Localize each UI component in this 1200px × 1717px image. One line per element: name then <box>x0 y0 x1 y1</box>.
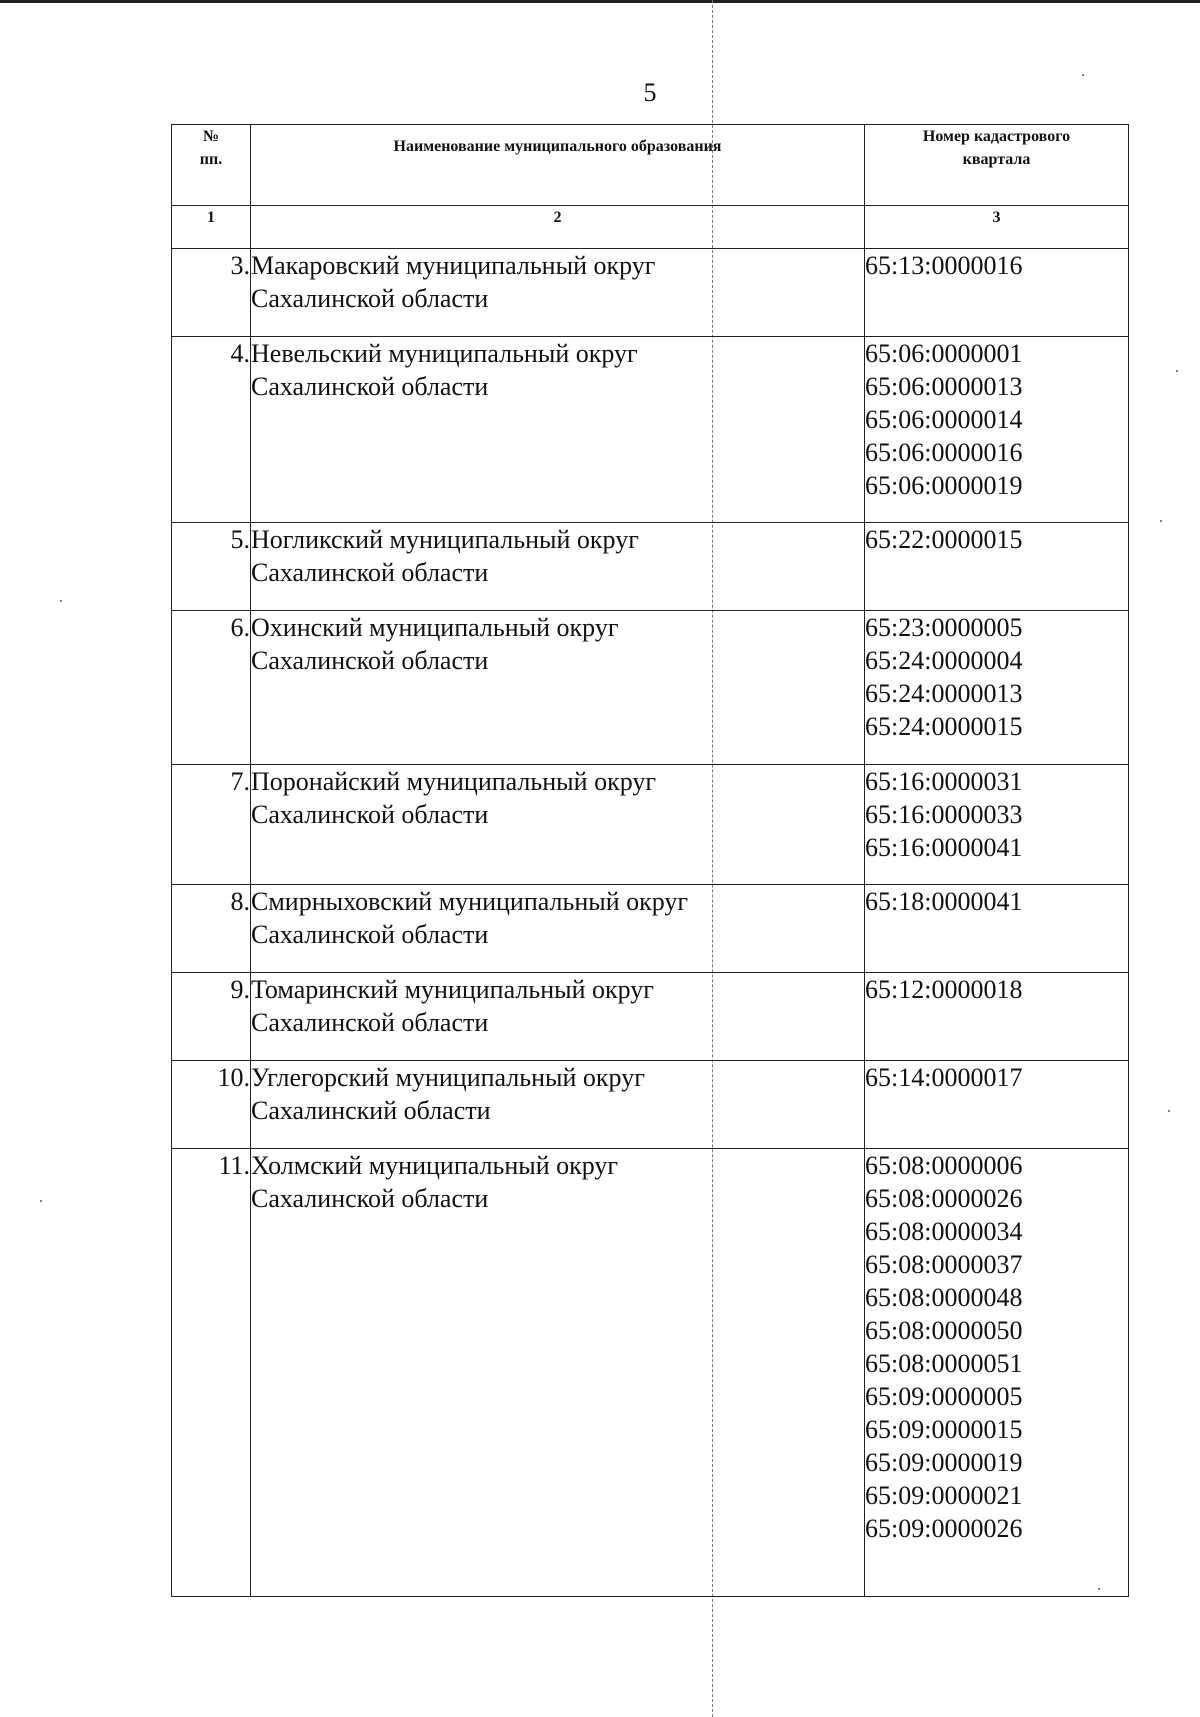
cadastral-code: 65:09:0000005 <box>865 1382 1023 1411</box>
row-number: 9. <box>172 973 251 1061</box>
cadastral-codes <box>865 1061 1129 1149</box>
cadastral-code: 65:08:0000051 <box>865 1349 1023 1378</box>
row-number: 10. <box>172 1061 251 1149</box>
cadastral-code: 65:08:0000037 <box>865 1250 1023 1279</box>
row-number: 7. <box>172 765 251 885</box>
speck <box>1082 74 1084 76</box>
cadastral-codes <box>865 765 1129 885</box>
municipality-name-line: Томаринский муниципальный округ <box>251 975 654 1004</box>
municipality-name-line: Ногликский муниципальный округ <box>251 525 639 554</box>
table-header <box>172 125 1129 249</box>
cadastral-codes <box>865 1149 1129 1597</box>
cadastral-code: 65:14:0000017 <box>865 1063 1023 1092</box>
cadastral-code: 65:13:0000016 <box>865 251 1023 280</box>
municipality-name <box>251 611 865 765</box>
municipality-name-line: Охинский муниципальный округ <box>251 613 619 642</box>
municipality-name-line: Поронайский муниципальный округ <box>251 767 657 796</box>
cadastral-codes <box>865 249 1129 337</box>
cadastral-code: 65:24:0000013 <box>865 679 1023 708</box>
municipality-name-line: Сахалинской области <box>251 558 489 587</box>
municipality-name-line: Сахалинской области <box>251 920 489 949</box>
row-number: 4. <box>172 337 251 523</box>
municipality-name <box>251 1149 865 1597</box>
municipality-name-line: Сахалинской области <box>251 1184 489 1213</box>
municipality-name <box>251 973 865 1061</box>
row-number: 8. <box>172 885 251 973</box>
municipality-name-line: Смирныховский муниципальный округ <box>251 887 689 916</box>
cadastral-codes <box>865 973 1129 1061</box>
speck <box>1160 520 1162 522</box>
municipality-name-line: Сахалинской области <box>251 372 489 401</box>
header-name-text: Наименование муниципального образования <box>393 138 722 155</box>
municipality-name-line: Сахалинской области <box>251 284 489 313</box>
column-index-1: 1 <box>172 206 251 249</box>
row-number: 11. <box>172 1149 251 1597</box>
row-number: 6. <box>172 611 251 765</box>
cadastral-code: 65:06:0000014 <box>865 405 1023 434</box>
header-num <box>172 125 251 206</box>
municipality-name-line: Макаровский муниципальный округ <box>251 251 656 280</box>
cadastral-code: 65:08:0000006 <box>865 1151 1023 1180</box>
cadastral-code: 65:09:0000021 <box>865 1481 1023 1510</box>
cadastral-code: 65:16:0000033 <box>865 800 1023 829</box>
municipality-name-line: Сахалинской области <box>251 800 489 829</box>
cadastral-code: 65:16:0000041 <box>865 833 1023 862</box>
header-code-text: Номер кадастрового квартала <box>922 128 1071 168</box>
cadastral-code: 65:09:0000026 <box>865 1514 1023 1543</box>
cadastral-codes <box>865 611 1129 765</box>
row-number: 5. <box>172 523 251 611</box>
speck <box>1168 1110 1170 1112</box>
header-name <box>251 125 865 206</box>
cadastral-code: 65:08:0000034 <box>865 1217 1023 1246</box>
speck <box>1176 370 1178 372</box>
table-body <box>172 249 1129 1597</box>
cadastral-code: 65:18:0000041 <box>865 887 1023 916</box>
cadastral-code: 65:12:0000018 <box>865 975 1023 1004</box>
table-row <box>172 611 1129 765</box>
table-row <box>172 249 1129 337</box>
municipality-name-line: Сахалинский области <box>251 1096 491 1125</box>
municipality-name <box>251 765 865 885</box>
row-number: 3. <box>172 249 251 337</box>
municipality-name <box>251 249 865 337</box>
cadastral-code: 65:22:0000015 <box>865 525 1023 554</box>
speck <box>60 600 62 602</box>
cadastral-code: 65:06:0000001 <box>865 339 1023 368</box>
cadastral-codes <box>865 523 1129 611</box>
cadastral-code: 65:24:0000015 <box>865 712 1023 741</box>
cadastral-codes <box>865 337 1129 523</box>
cadastral-code: 65:09:0000019 <box>865 1448 1023 1477</box>
table-row <box>172 885 1129 973</box>
cadastral-code: 65:06:0000013 <box>865 372 1023 401</box>
speck <box>40 1200 42 1202</box>
page-number: 5 <box>643 78 657 107</box>
table-row <box>172 523 1129 611</box>
header-num-text: № пп. <box>199 128 223 168</box>
municipality-name <box>251 337 865 523</box>
municipality-name-line: Невельский муниципальный округ <box>251 339 638 368</box>
cadastral-code: 65:06:0000016 <box>865 438 1023 467</box>
header-row <box>172 125 1129 206</box>
municipality-name <box>251 523 865 611</box>
cadastral-code: 65:08:0000026 <box>865 1184 1023 1213</box>
cadastral-code: 65:23:0000005 <box>865 613 1023 642</box>
cadastral-code: 65:06:0000019 <box>865 471 1023 500</box>
speck <box>1098 1588 1100 1590</box>
table-row <box>172 973 1129 1061</box>
cadastral-code: 65:16:0000031 <box>865 767 1023 796</box>
table-row <box>172 337 1129 523</box>
cadastral-code: 65:09:0000015 <box>865 1415 1023 1444</box>
municipality-name-line: Сахалинской области <box>251 1008 489 1037</box>
cadastral-table <box>171 124 1129 1597</box>
municipality-name <box>251 1061 865 1149</box>
column-index-row <box>172 206 1129 249</box>
column-index-3: 3 <box>865 206 1129 249</box>
municipality-name-line: Углегорский муниципальный округ <box>251 1063 645 1092</box>
cadastral-codes <box>865 885 1129 973</box>
table-row <box>172 765 1129 885</box>
header-code <box>865 125 1129 206</box>
cadastral-code: 65:08:0000048 <box>865 1283 1023 1312</box>
table-row <box>172 1061 1129 1149</box>
table-row <box>172 1149 1129 1597</box>
municipality-name <box>251 885 865 973</box>
column-index-2: 2 <box>251 206 865 249</box>
cadastral-code: 65:24:0000004 <box>865 646 1023 675</box>
scan-top-edge <box>0 0 1200 3</box>
cadastral-code: 65:08:0000050 <box>865 1316 1023 1345</box>
municipality-name-line: Сахалинской области <box>251 646 489 675</box>
municipality-name-line: Холмский муниципальный округ <box>251 1151 619 1180</box>
